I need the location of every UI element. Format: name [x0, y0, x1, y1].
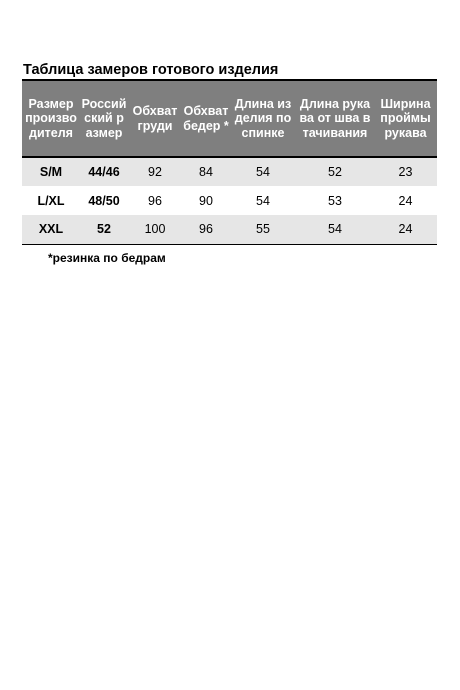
header-sleeve-length: Длина рукава от шва втачивания — [296, 80, 374, 157]
cell-hip-girth: 90 — [199, 193, 213, 208]
table-row — [22, 186, 437, 215]
cell-russian-size: 44/46 — [88, 165, 120, 179]
cell-back-length: 54 — [256, 165, 270, 179]
header-manufacturer-size: Размер производителя — [22, 80, 80, 157]
cell-armhole-width: 24 — [374, 215, 437, 244]
cell-armhole-width: 24 — [398, 193, 413, 208]
cell-hip-girth: 96 — [182, 215, 230, 244]
cell-chest-girth: 92 — [148, 165, 162, 179]
cell-back-length: 55 — [230, 215, 296, 244]
footnote: *резинка по бедрам — [48, 251, 166, 265]
cell-manufacturer-size: XXL — [22, 215, 80, 244]
header-chest-girth: Обхват груди — [128, 80, 182, 157]
page-title: Таблица замеров готового изделия — [23, 62, 279, 78]
cell-armhole-width: 23 — [398, 165, 413, 179]
cell-russian-size: 52 — [80, 215, 128, 244]
cell-sleeve-length: 54 — [296, 215, 374, 244]
cell-chest-girth: 96 — [148, 193, 162, 208]
cell-manufacturer-size: L/XL — [37, 193, 65, 208]
cell-hip-girth: 84 — [199, 165, 213, 179]
table-row — [22, 215, 437, 244]
header-armhole-width: Ширина проймы рукава — [374, 80, 437, 157]
cell-manufacturer-size: S/M — [39, 165, 63, 179]
cell-sleeve-length: 53 — [328, 193, 342, 208]
table-header-row — [22, 80, 437, 157]
cell-chest-girth: 100 — [128, 215, 182, 244]
size-chart-table — [22, 79, 437, 245]
table-row — [22, 157, 437, 186]
cell-sleeve-length: 52 — [328, 165, 342, 179]
cell-russian-size: 48/50 — [88, 193, 120, 208]
header-back-length: Длина изделия по спинке — [230, 80, 296, 157]
header-hip-girth: Обхват бедер * — [182, 80, 230, 157]
header-russian-size: Российский размер — [80, 80, 128, 157]
cell-back-length: 54 — [256, 193, 270, 208]
